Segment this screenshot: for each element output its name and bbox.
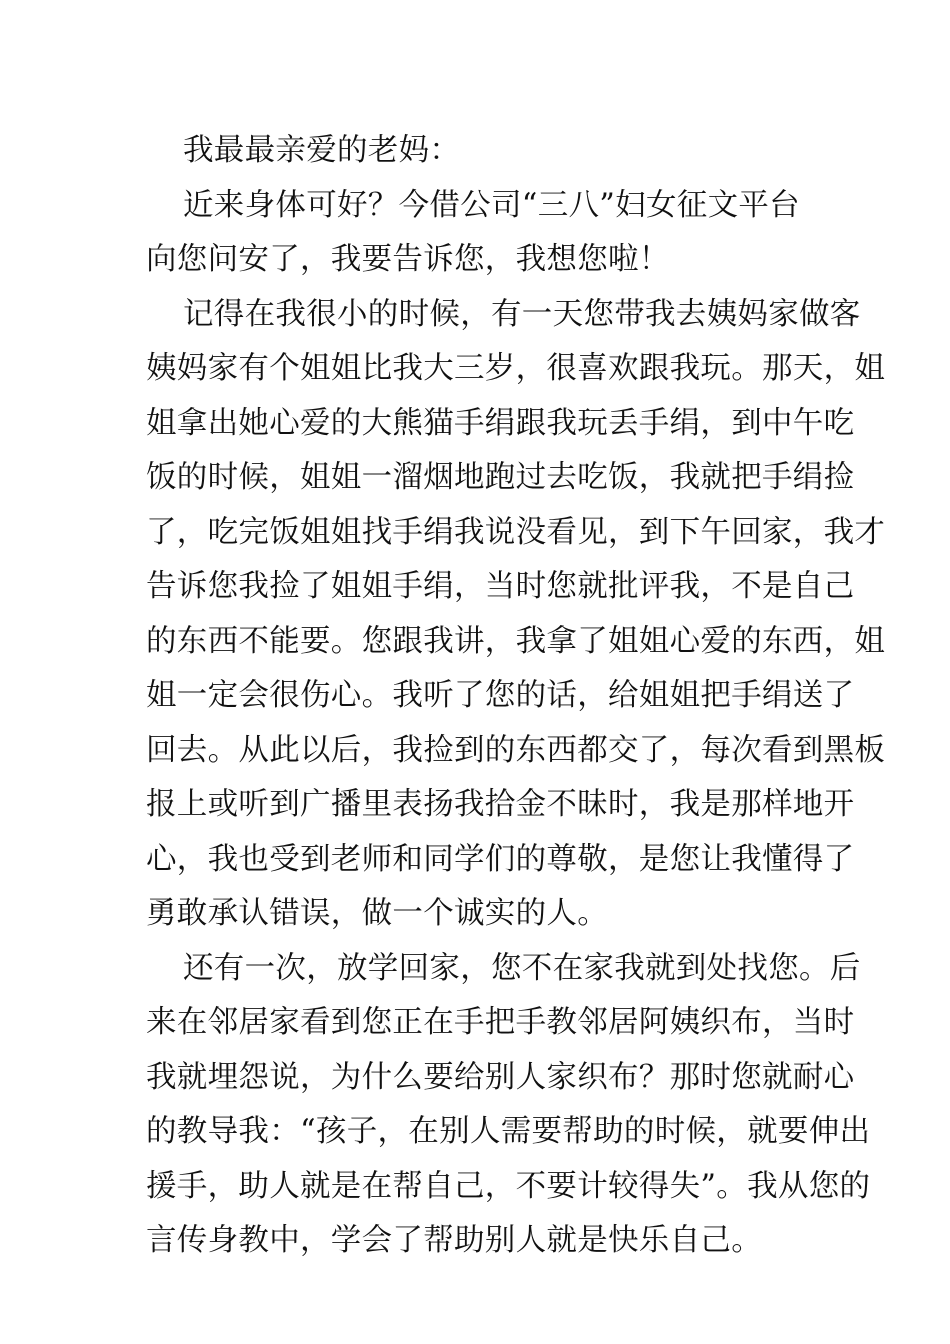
- text-line: 言传身教中，学会了帮助别人就是快乐自己。: [146, 1223, 762, 1258]
- salutation-line: 我最最亲爱的老妈：: [183, 133, 461, 168]
- text-line: 援手，助人就是在帮自己，不要计较得失”。我从您的: [146, 1168, 871, 1204]
- text-line: 向您问安了，我要告诉您，我想您啦！: [146, 242, 670, 277]
- text-line: 记得在我很小的时候，有一天您带我去姨妈家做客: [183, 296, 861, 332]
- text-line: 报上或听到广播里表扬我拾金不昧时，我是那样地开: [146, 787, 855, 822]
- text-line: 饭的时候，姐姐一溜烟地跑过去吃饭，我就把手绢捡: [146, 460, 855, 495]
- text-line: 告诉您我捡了姐姐手绢，当时您就批评我，不是自己: [146, 569, 855, 604]
- text-line: 来在邻居家看到您正在手把手教邻居阿姨织布，当时: [146, 1005, 855, 1040]
- text-line: 心，我也受到老师和同学们的尊敬，是您让我懂得了: [146, 841, 855, 877]
- text-line: 了，吃完饭姐姐找手绢我说没看见，到下午回家，我才: [146, 514, 886, 550]
- text-line: 的东西不能要。您跟我讲，我拿了姐姐心爱的东西，姐: [146, 623, 886, 659]
- text-line: 姐拿出她心爱的大熊猫手绢跟我玩丢手绢，到中午吃: [146, 405, 855, 441]
- letter-body: [146, 124, 886, 1269]
- text-line: 回去。从此以后，我捡到的东西都交了，每次看到黑板: [146, 732, 886, 768]
- text-line: 勇敢承认错误，做一个诚实的人。: [146, 896, 608, 931]
- text-line: 我就埋怨说，为什么要给别人家织布？那时您就耐心: [146, 1059, 855, 1095]
- text-line: 的教导我：“孩子，在别人需要帮助的时候，就要伸出: [146, 1114, 871, 1149]
- text-line: 姐一定会很伤心。我听了您的话，给姐姐把手绢送了: [146, 678, 855, 713]
- text-line: 姨妈家有个姐姐比我大三岁，很喜欢跟我玩。那天，姐: [146, 351, 886, 386]
- text-line: 近来身体可好？今借公司“三八”妇女征文平台: [183, 187, 800, 223]
- text-line: 还有一次，放学回家，您不在家我就到处找您。后: [183, 950, 861, 986]
